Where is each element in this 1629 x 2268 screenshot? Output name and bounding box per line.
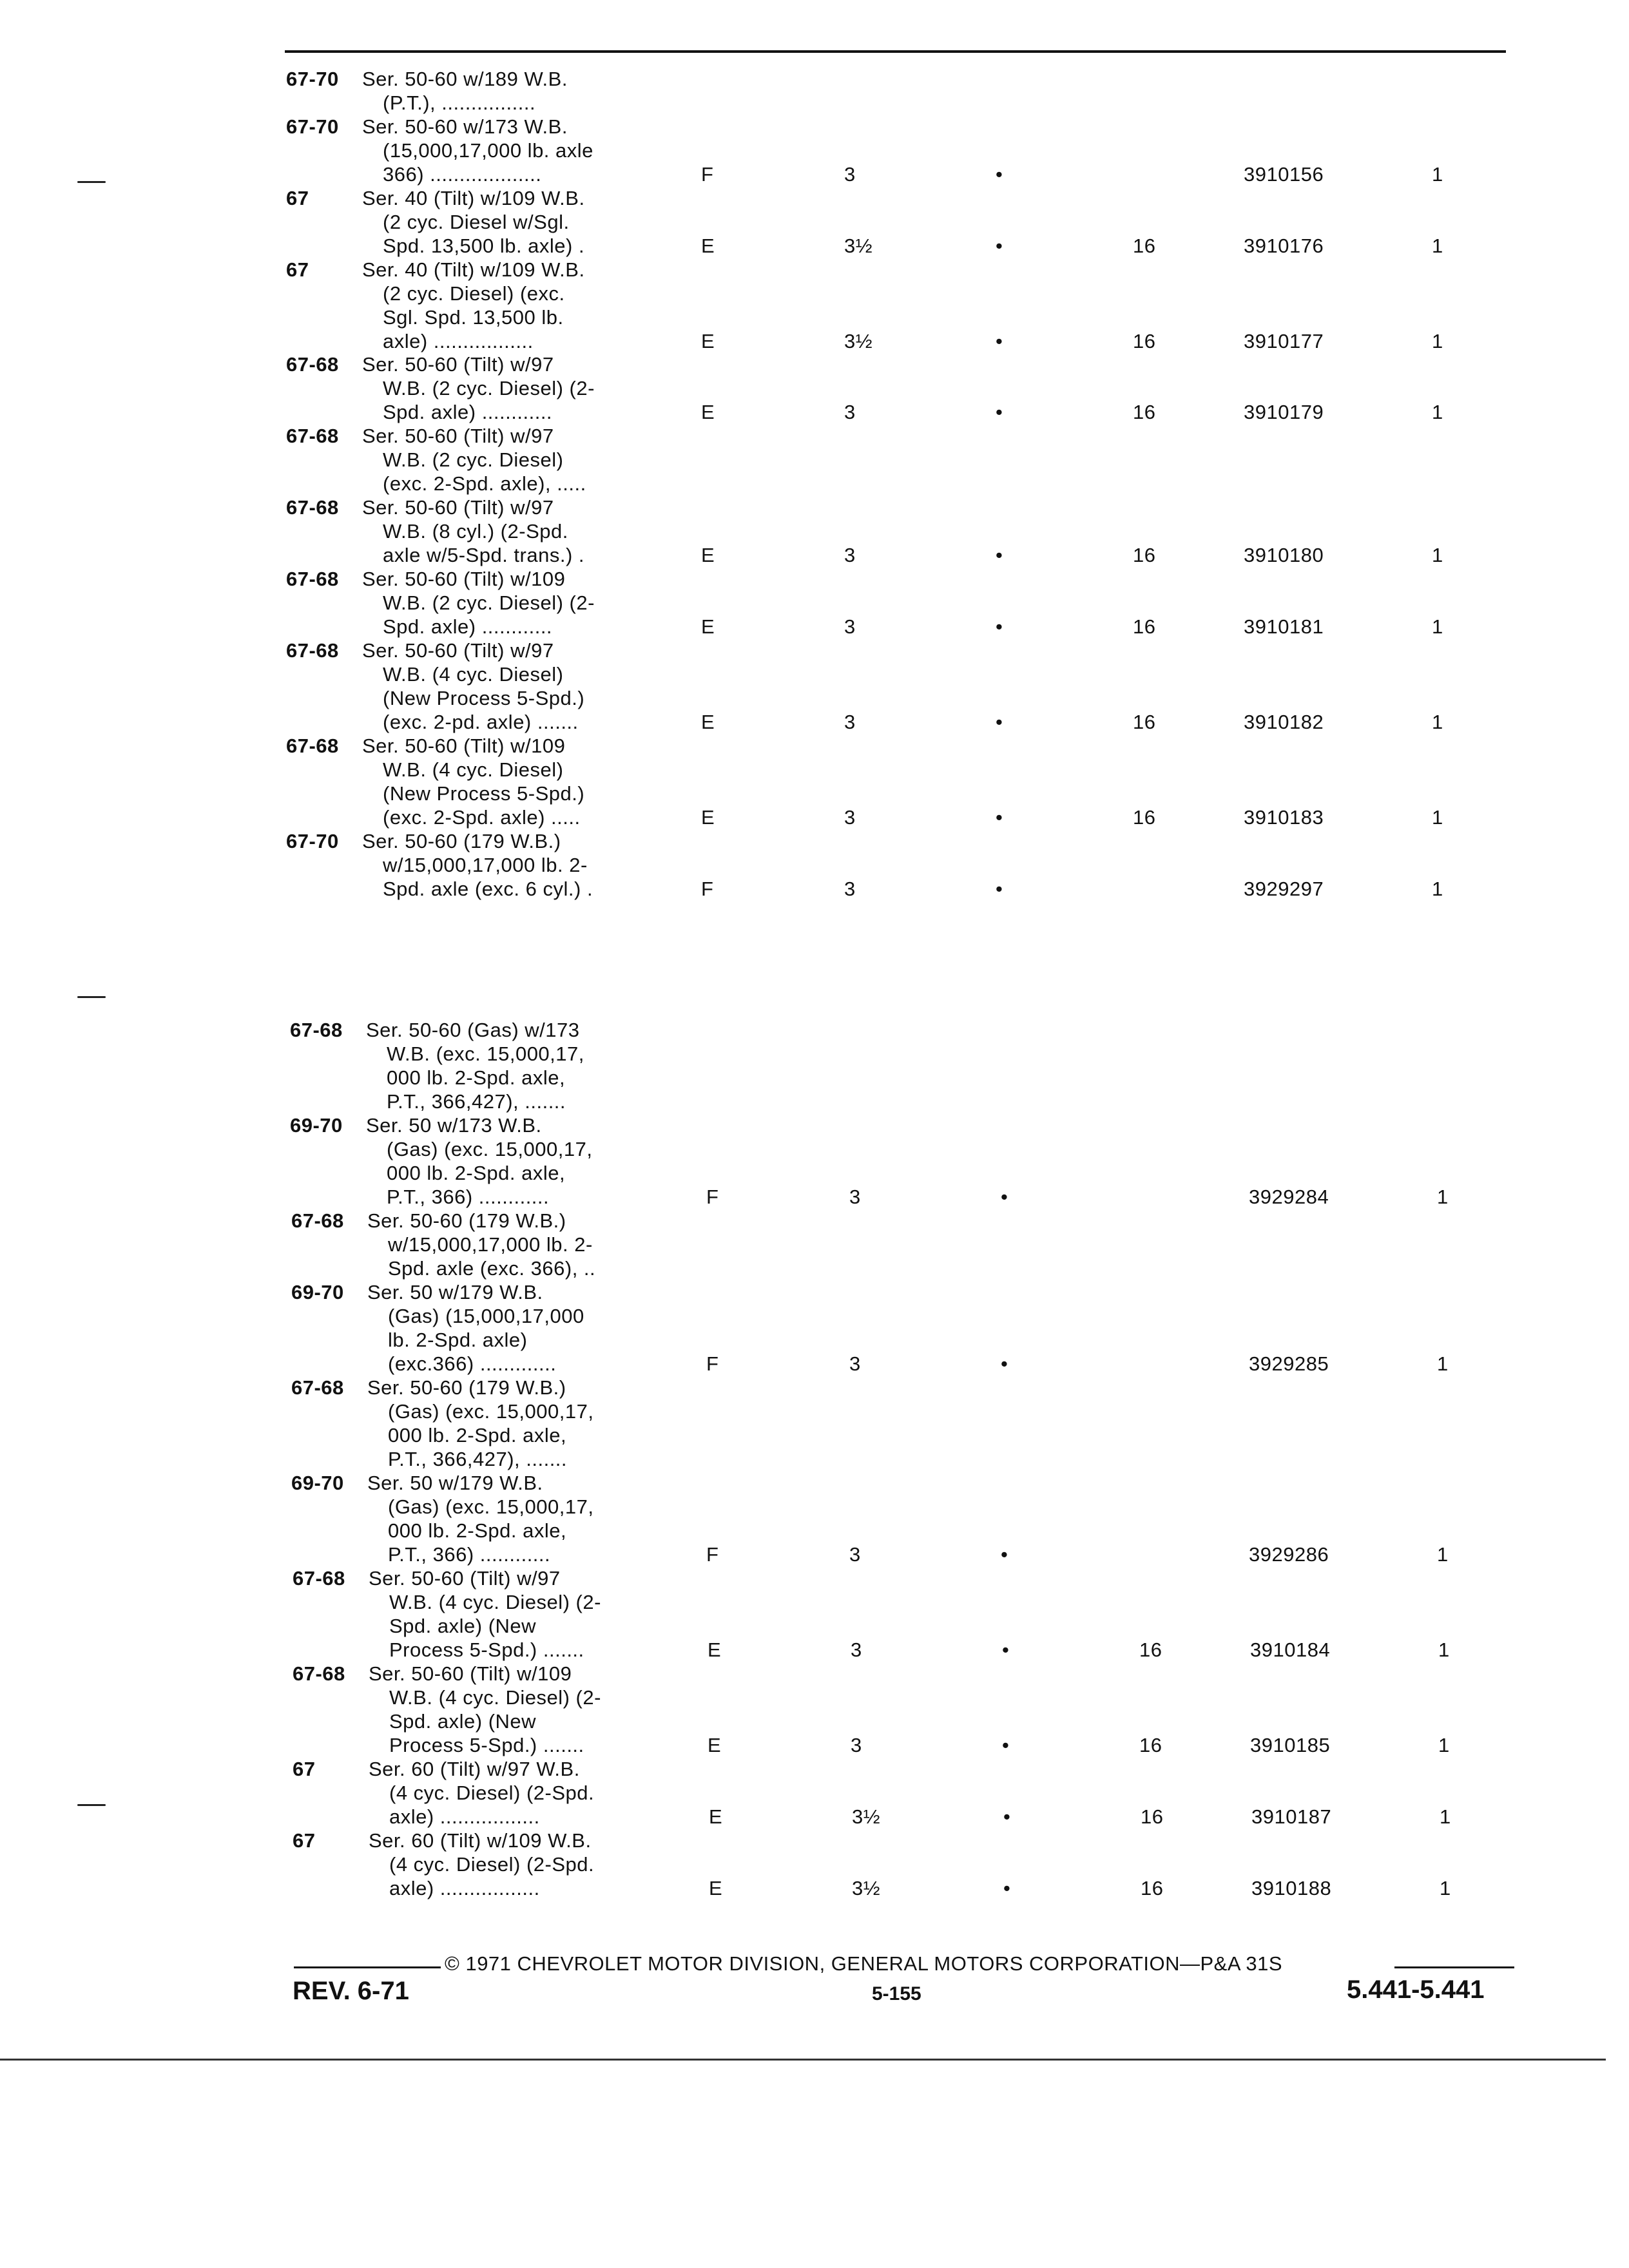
model-years: 69-70 — [291, 1472, 344, 1494]
application-description — [366, 1018, 584, 1113]
description-line: (Gas) (exc. 15,000,17, — [388, 1495, 594, 1518]
model-years: 67-68 — [286, 496, 339, 519]
cell-col3: • — [996, 163, 1003, 186]
cell-col2: 3 — [844, 615, 856, 638]
cell-col4: 16 — [1133, 401, 1156, 423]
description-line: Spd. axle) (New — [389, 1710, 537, 1733]
description-line: (Gas) (exc. 15,000,17, — [388, 1400, 594, 1423]
description-line: Ser. 50-60 (Tilt) w/109 — [362, 735, 566, 757]
cell-col3: • — [1003, 1877, 1011, 1899]
model-years: 67 — [286, 258, 309, 281]
model-years: 69-70 — [290, 1114, 343, 1137]
cell-col2: 3 — [844, 711, 856, 733]
cell-col1: F — [706, 1186, 719, 1208]
application-description — [366, 1113, 592, 1209]
model-years: 67-70 — [286, 830, 339, 852]
footer-revision: REV. 6-71 — [293, 1977, 409, 2005]
description-line: Ser. 50-60 (Gas) w/173 — [366, 1019, 580, 1041]
footer-section-number: 5.441-5.441 — [1347, 1975, 1485, 2004]
cell-part: 3929297 — [1244, 878, 1324, 900]
cell-col2: 3 — [849, 1352, 861, 1375]
cell-col1: E — [701, 806, 715, 829]
cell-qty: 1 — [1432, 330, 1443, 352]
cell-col1: E — [708, 1639, 722, 1661]
cell-part: 3929285 — [1249, 1352, 1329, 1375]
margin-tick-mark — [77, 996, 106, 998]
description-line: axle) ................. — [389, 1877, 540, 1899]
cell-col1: E — [708, 1734, 722, 1756]
cell-col2: 3 — [851, 1734, 862, 1756]
cell-col2: 3 — [849, 1543, 861, 1566]
cell-col1: E — [709, 1805, 723, 1828]
description-line: (4 cyc. Diesel) (2-Spd. — [389, 1853, 595, 1876]
cell-col4: 16 — [1133, 330, 1156, 352]
cell-col1: F — [706, 1543, 719, 1566]
description-line: (Gas) (15,000,17,000 — [388, 1305, 584, 1327]
cell-part: 3910176 — [1244, 235, 1324, 257]
description-line: 000 lb. 2-Spd. axle, — [388, 1519, 567, 1542]
cell-col1: E — [709, 1877, 723, 1899]
description-line: Ser. 50 w/179 W.B. — [367, 1281, 543, 1303]
model-years: 67-68 — [293, 1567, 345, 1590]
application-description — [362, 115, 593, 186]
model-years: 67-68 — [286, 735, 339, 757]
model-years: 67-68 — [286, 639, 339, 662]
description-line: (New Process 5-Spd.) — [383, 782, 585, 805]
description-line: Ser. 60 (Tilt) w/97 W.B. — [369, 1758, 580, 1780]
description-line: axle) ................. — [383, 330, 534, 352]
cell-col3: • — [1001, 1186, 1008, 1208]
cell-part: 3910180 — [1244, 544, 1324, 566]
cell-col1: F — [701, 878, 714, 900]
cell-col2: 3 — [851, 1639, 862, 1661]
model-years: 67-68 — [293, 1662, 345, 1685]
cell-col1: F — [701, 163, 714, 186]
application-description — [362, 734, 584, 829]
description-line: W.B. (exc. 15,000,17, — [387, 1043, 584, 1065]
cell-qty: 1 — [1432, 806, 1443, 829]
application-description — [362, 567, 595, 639]
cell-part: 3910185 — [1250, 1734, 1331, 1756]
description-line: lb. 2-Spd. axle) — [388, 1329, 528, 1351]
cell-part: 3910156 — [1244, 163, 1324, 186]
description-line: W.B. (4 cyc. Diesel) — [383, 758, 564, 781]
cell-qty: 1 — [1438, 1639, 1450, 1661]
application-description — [367, 1471, 593, 1566]
footer-rule-left — [294, 1966, 441, 1968]
description-line: Spd. 13,500 lb. axle) . — [383, 235, 585, 257]
description-line: (exc. 2-Spd. axle), ..... — [383, 472, 586, 495]
model-years: 69-70 — [291, 1281, 344, 1303]
description-line: (Gas) (exc. 15,000,17, — [387, 1138, 593, 1160]
description-line: Process 5-Spd.) ....... — [389, 1639, 584, 1661]
cell-qty: 1 — [1432, 544, 1443, 566]
description-line: P.T., 366) ............ — [387, 1186, 550, 1208]
cell-col1: F — [706, 1352, 719, 1375]
cell-col4: 16 — [1133, 711, 1156, 733]
application-description — [362, 352, 595, 424]
cell-col4: 16 — [1133, 806, 1156, 829]
cell-col3: • — [996, 806, 1003, 829]
cell-col4: 16 — [1133, 235, 1156, 257]
description-line: Ser. 50-60 w/189 W.B. — [362, 68, 568, 90]
description-line: Ser. 50-60 (Tilt) w/109 — [362, 568, 566, 590]
cell-col2: 3½ — [844, 235, 873, 257]
description-line: W.B. (4 cyc. Diesel) (2- — [389, 1686, 601, 1709]
cell-col3: • — [996, 711, 1003, 733]
description-line: (15,000,17,000 lb. axle — [383, 139, 593, 162]
description-line: P.T., 366) ............ — [388, 1543, 551, 1566]
cell-qty: 1 — [1432, 235, 1443, 257]
description-line: Ser. 50-60 (179 W.B.) — [367, 1376, 566, 1399]
footer-copyright: © 1971 CHEVROLET MOTOR DIVISION, GENERAL MOTORS CORPORATION—P&A 31S — [445, 1952, 1283, 1975]
cell-col2: 3 — [844, 401, 856, 423]
cell-qty: 1 — [1440, 1805, 1451, 1828]
description-line: axle) ................. — [389, 1805, 540, 1828]
cell-col4: 16 — [1133, 615, 1156, 638]
application-description — [367, 1280, 584, 1376]
application-description — [369, 1829, 594, 1900]
cell-part: 3910177 — [1244, 330, 1324, 352]
cell-col3: • — [1001, 1352, 1008, 1375]
description-line: Spd. axle (exc. 366), .. — [388, 1257, 596, 1280]
description-line: (exc.366) ............. — [388, 1352, 557, 1375]
cell-col2: 3 — [844, 163, 856, 186]
description-line: Spd. axle) ............ — [383, 401, 553, 423]
model-years: 67-68 — [291, 1376, 344, 1399]
model-years: 67-68 — [286, 353, 339, 376]
description-line: w/15,000,17,000 lb. 2- — [388, 1233, 593, 1256]
bottom-rule — [0, 2059, 1606, 2061]
cell-part: 3929286 — [1249, 1543, 1329, 1566]
description-line: Ser. 50-60 (Tilt) w/97 — [362, 639, 554, 662]
description-line: W.B. (4 cyc. Diesel) — [383, 663, 564, 686]
model-years: 67-68 — [286, 568, 339, 590]
description-line: 000 lb. 2-Spd. axle, — [387, 1162, 566, 1184]
description-line: Ser. 60 (Tilt) w/109 W.B. — [369, 1829, 592, 1852]
top-rule — [285, 50, 1506, 53]
description-line: Ser. 50-60 (Tilt) w/97 — [362, 353, 554, 376]
description-line: (2 cyc. Diesel) (exc. — [383, 282, 565, 305]
cell-part: 3929284 — [1249, 1186, 1329, 1208]
description-line: 366) ................... — [383, 163, 542, 186]
model-years: 67-68 — [291, 1209, 344, 1232]
description-line: Ser. 40 (Tilt) w/109 W.B. — [362, 187, 585, 209]
cell-part: 3910179 — [1244, 401, 1324, 423]
cell-col2: 3 — [844, 878, 856, 900]
cell-col3: • — [996, 401, 1003, 423]
cell-col2: 3 — [844, 544, 856, 566]
cell-qty: 1 — [1438, 1734, 1450, 1756]
description-line: (4 cyc. Diesel) (2-Spd. — [389, 1782, 595, 1804]
description-line: W.B. (8 cyl.) (2-Spd. — [383, 520, 568, 543]
cell-part: 3910183 — [1244, 806, 1324, 829]
description-line: Ser. 50-60 (Tilt) w/97 — [362, 425, 554, 447]
description-line: Spd. axle (exc. 6 cyl.) . — [383, 878, 593, 900]
cell-col3: • — [1002, 1734, 1010, 1756]
model-years: 67-68 — [286, 425, 339, 447]
cell-part: 3910187 — [1251, 1805, 1332, 1828]
application-description — [362, 424, 586, 495]
description-line: Ser. 50-60 (179 W.B.) — [367, 1209, 566, 1232]
model-years: 67-70 — [286, 68, 339, 90]
application-description — [367, 1376, 593, 1471]
description-line: W.B. (2 cyc. Diesel) (2- — [383, 377, 595, 399]
cell-qty: 1 — [1437, 1186, 1449, 1208]
cell-qty: 1 — [1432, 711, 1443, 733]
description-line: W.B. (4 cyc. Diesel) (2- — [389, 1591, 601, 1613]
margin-tick-mark — [77, 1804, 106, 1806]
description-line: Process 5-Spd.) ....... — [389, 1734, 584, 1756]
model-years: 67 — [286, 187, 309, 209]
description-line: (New Process 5-Spd.) — [383, 687, 585, 709]
cell-col3: • — [1002, 1639, 1010, 1661]
description-line: Ser. 50-60 (Tilt) w/109 — [369, 1662, 572, 1685]
cell-col2: 3½ — [852, 1805, 881, 1828]
cell-col1: E — [701, 711, 715, 733]
cell-col1: E — [701, 330, 715, 352]
cell-qty: 1 — [1432, 163, 1443, 186]
application-description — [362, 639, 584, 734]
description-line: Ser. 50-60 w/173 W.B. — [362, 115, 568, 138]
application-description — [362, 495, 584, 567]
margin-tick-mark — [77, 181, 106, 183]
cell-col3: • — [1001, 1543, 1008, 1566]
description-line: (P.T.), ................ — [383, 91, 536, 114]
application-description — [362, 829, 593, 901]
cell-qty: 1 — [1440, 1877, 1451, 1899]
cell-col1: E — [701, 544, 715, 566]
model-years: 67 — [293, 1829, 316, 1852]
application-description — [369, 1662, 601, 1757]
description-line: Ser. 50-60 (Tilt) w/97 — [369, 1567, 561, 1590]
cell-col3: • — [996, 544, 1003, 566]
description-line: 000 lb. 2-Spd. axle, — [388, 1424, 567, 1446]
description-line: Spd. axle) (New — [389, 1615, 537, 1637]
cell-col3: • — [996, 235, 1003, 257]
footer-page-number: 5-155 — [872, 1983, 921, 2004]
description-line: Ser. 50 w/173 W.B. — [366, 1114, 542, 1137]
application-description — [362, 186, 585, 258]
description-line: Ser. 50-60 (Tilt) w/97 — [362, 496, 554, 519]
cell-qty: 1 — [1432, 401, 1443, 423]
cell-col2: 3½ — [852, 1877, 881, 1899]
application-description — [367, 1209, 595, 1280]
cell-part: 3910184 — [1250, 1639, 1331, 1661]
cell-col3: • — [996, 615, 1003, 638]
description-line: (exc. 2-pd. axle) ....... — [383, 711, 579, 733]
description-line: Spd. axle) ............ — [383, 615, 553, 638]
application-description — [362, 258, 585, 353]
application-description — [362, 67, 568, 115]
description-line: Ser. 50-60 (179 W.B.) — [362, 830, 561, 852]
description-line: P.T., 366,427), ....... — [387, 1090, 566, 1113]
application-description — [369, 1757, 594, 1829]
description-line: w/15,000,17,000 lb. 2- — [383, 854, 588, 876]
application-description — [369, 1566, 601, 1662]
description-line: W.B. (2 cyc. Diesel) (2- — [383, 591, 595, 614]
description-line: W.B. (2 cyc. Diesel) — [383, 448, 564, 471]
cell-col1: E — [701, 401, 715, 423]
cell-col3: • — [996, 878, 1003, 900]
model-years: 67-68 — [290, 1019, 343, 1041]
cell-col2: 3 — [849, 1186, 861, 1208]
description-line: Sgl. Spd. 13,500 lb. — [383, 306, 564, 329]
cell-col2: 3 — [844, 806, 856, 829]
cell-qty: 1 — [1437, 1543, 1449, 1566]
cell-col1: E — [701, 235, 715, 257]
cell-col4: 16 — [1139, 1734, 1162, 1756]
cell-part: 3910181 — [1244, 615, 1324, 638]
cell-col3: • — [1003, 1805, 1011, 1828]
cell-col3: • — [996, 330, 1003, 352]
cell-part: 3910188 — [1251, 1877, 1332, 1899]
cell-col4: 16 — [1141, 1877, 1164, 1899]
cell-col4: 16 — [1133, 544, 1156, 566]
cell-col4: 16 — [1139, 1639, 1162, 1661]
model-years: 67 — [293, 1758, 316, 1780]
description-line: (exc. 2-Spd. axle) ..... — [383, 806, 581, 829]
cell-part: 3910182 — [1244, 711, 1324, 733]
cell-qty: 1 — [1432, 878, 1443, 900]
cell-col2: 3½ — [844, 330, 873, 352]
description-line: 000 lb. 2-Spd. axle, — [387, 1066, 566, 1089]
description-line: P.T., 366,427), ....... — [388, 1448, 568, 1470]
footer-rule-right — [1394, 1966, 1514, 1968]
cell-qty: 1 — [1432, 615, 1443, 638]
description-line: axle w/5-Spd. trans.) . — [383, 544, 585, 566]
cell-qty: 1 — [1437, 1352, 1449, 1375]
description-line: Ser. 40 (Tilt) w/109 W.B. — [362, 258, 585, 281]
model-years: 67-70 — [286, 115, 339, 138]
description-line: Ser. 50 w/179 W.B. — [367, 1472, 543, 1494]
description-line: (2 cyc. Diesel w/Sgl. — [383, 211, 570, 233]
cell-col4: 16 — [1141, 1805, 1164, 1828]
cell-col1: E — [701, 615, 715, 638]
